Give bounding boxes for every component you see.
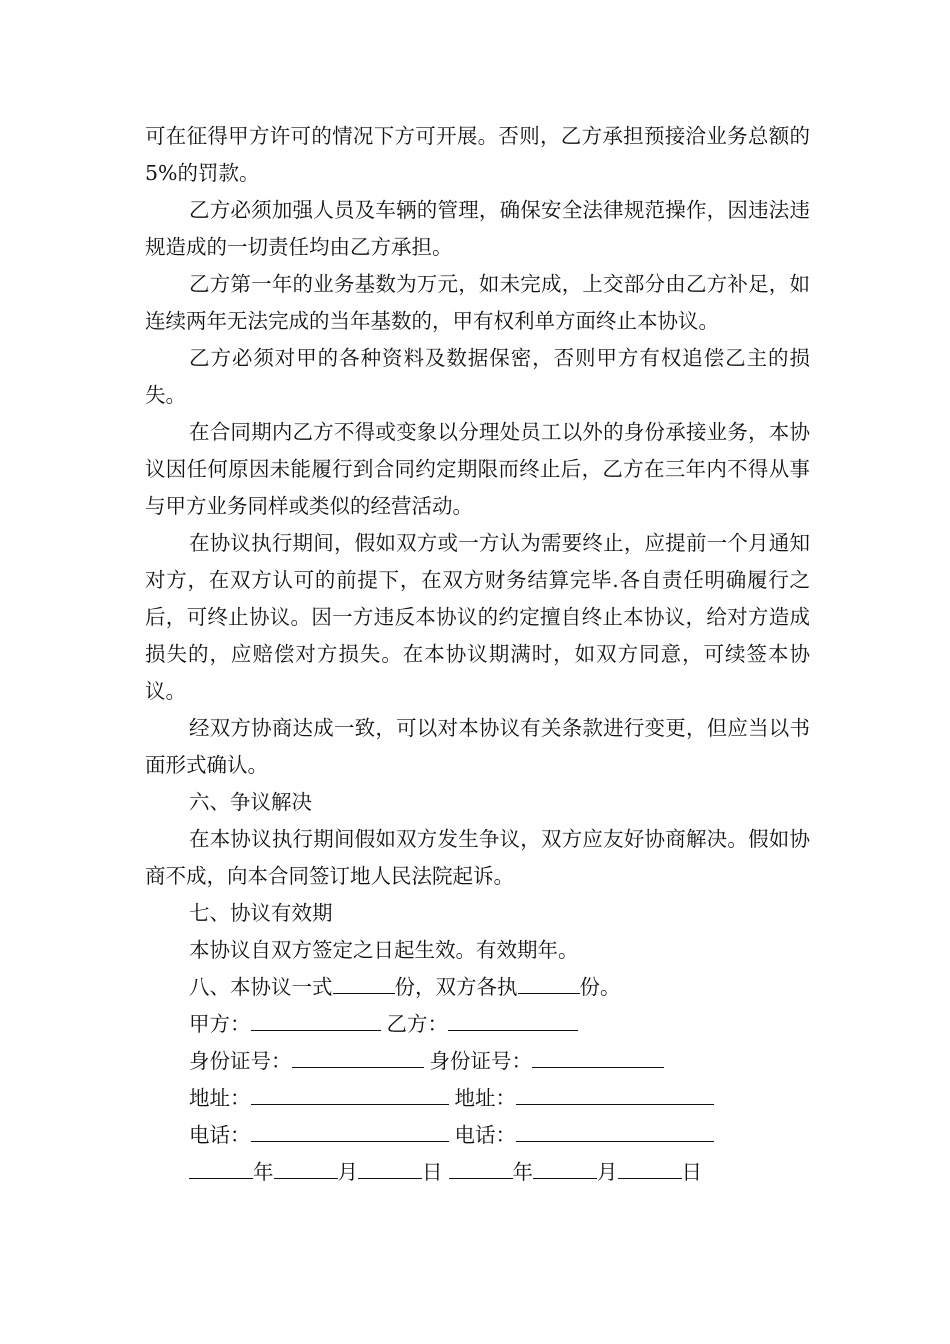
phone-a-blank xyxy=(251,1121,449,1142)
phone-b-label: 电话： xyxy=(454,1123,516,1147)
party-line xyxy=(145,1006,810,1043)
phone-b-blank xyxy=(516,1121,714,1142)
party-b-label: 乙方： xyxy=(386,1012,448,1036)
copies-line xyxy=(145,969,810,1006)
party-a-label: 甲方： xyxy=(189,1012,251,1036)
date-a-year-label: 年 xyxy=(253,1160,274,1184)
date-b-year-label: 年 xyxy=(512,1160,533,1184)
paragraph-staff-management: 乙方必须加强人员及车辆的管理，确保安全法律规范操作，因违法违规造成的一切责任均由乙方承担。 xyxy=(145,198,810,259)
id-line xyxy=(145,1043,810,1080)
address-b-label: 地址： xyxy=(454,1086,516,1110)
copies-suffix: 份。 xyxy=(579,975,621,999)
document-body xyxy=(145,118,810,1191)
phone-a-label: 电话： xyxy=(189,1123,251,1147)
id-b-blank xyxy=(532,1047,664,1068)
paragraph-validity: 本协议自双方签定之日起生效。有效期年。 xyxy=(189,938,579,962)
party-a-blank xyxy=(251,1010,381,1031)
date-line xyxy=(145,1154,810,1191)
date-a-day-blank xyxy=(358,1158,422,1179)
date-b-day-label: 日 xyxy=(681,1160,702,1184)
address-a-label: 地址： xyxy=(189,1086,251,1110)
date-a-year-blank xyxy=(189,1158,253,1179)
party-b-blank xyxy=(448,1010,578,1031)
date-a-month-label: 月 xyxy=(337,1160,358,1184)
date-b-year-blank xyxy=(449,1158,513,1179)
section-heading-dispute: 六、争议解决 xyxy=(189,790,312,814)
address-b-blank xyxy=(516,1084,714,1105)
paragraph-business-base: 乙方第一年的业务基数为万元，如未完成，上交部分由乙方补足，如连续两年无法完成的当年基数的，甲有权利单方面终止本协议。 xyxy=(145,272,810,333)
copies-total-blank xyxy=(333,973,395,994)
copies-mid: 份，双方各执 xyxy=(394,975,518,999)
id-a-blank xyxy=(292,1047,424,1068)
date-b-month-label: 月 xyxy=(597,1160,618,1184)
date-b-month-blank xyxy=(533,1158,597,1179)
paragraph-dispute: 在本协议执行期间假如双方发生争议，双方应友好协商解决。假如协商不成，向本合同签订地人民法院起诉。 xyxy=(145,827,810,888)
id-a-label: 身份证号： xyxy=(189,1049,292,1073)
address-line xyxy=(145,1080,810,1117)
paragraph-non-compete: 在合同期内乙方不得或变象以分理处员工以外的身份承接业务，本协议因任何原因未能履行到合同约定期限而终止后，乙方在三年内不得从事与甲方业务同样或类似的经营活动。 xyxy=(145,420,810,518)
paragraph-termination: 在协议执行期间，假如双方或一方认为需要终止，应提前一个月通知对方，在双方认可的前提下，在双方财务结算完毕.各自责任明确履行之后，可终止协议。因一方违反本协议的约定擅自终止本协议，给对方造成损失的，应赔偿对方损失。在本协议期满时，如双方同意，可续签本协议。 xyxy=(145,531,810,703)
date-b-day-blank xyxy=(618,1158,682,1179)
id-b-label: 身份证号： xyxy=(429,1049,532,1073)
date-a-month-blank xyxy=(274,1158,338,1179)
address-a-blank xyxy=(251,1084,449,1105)
paragraph-penalty: 可在征得甲方许可的情况下方可开展。否则，乙方承担预接洽业务总额的5%的罚款。 xyxy=(145,124,810,185)
section-heading-validity: 七、协议有效期 xyxy=(189,901,333,925)
date-a-day-label: 日 xyxy=(422,1160,443,1184)
phone-line xyxy=(145,1117,810,1154)
paragraph-confidentiality: 乙方必须对甲的各种资料及数据保密，否则甲方有权追偿乙主的损失。 xyxy=(145,346,810,407)
paragraph-amendment: 经双方协商达成一致，可以对本协议有关条款进行变更，但应当以书面形式确认。 xyxy=(145,716,810,777)
copies-prefix: 八、本协议一式 xyxy=(189,975,333,999)
copies-each-blank xyxy=(518,973,580,994)
